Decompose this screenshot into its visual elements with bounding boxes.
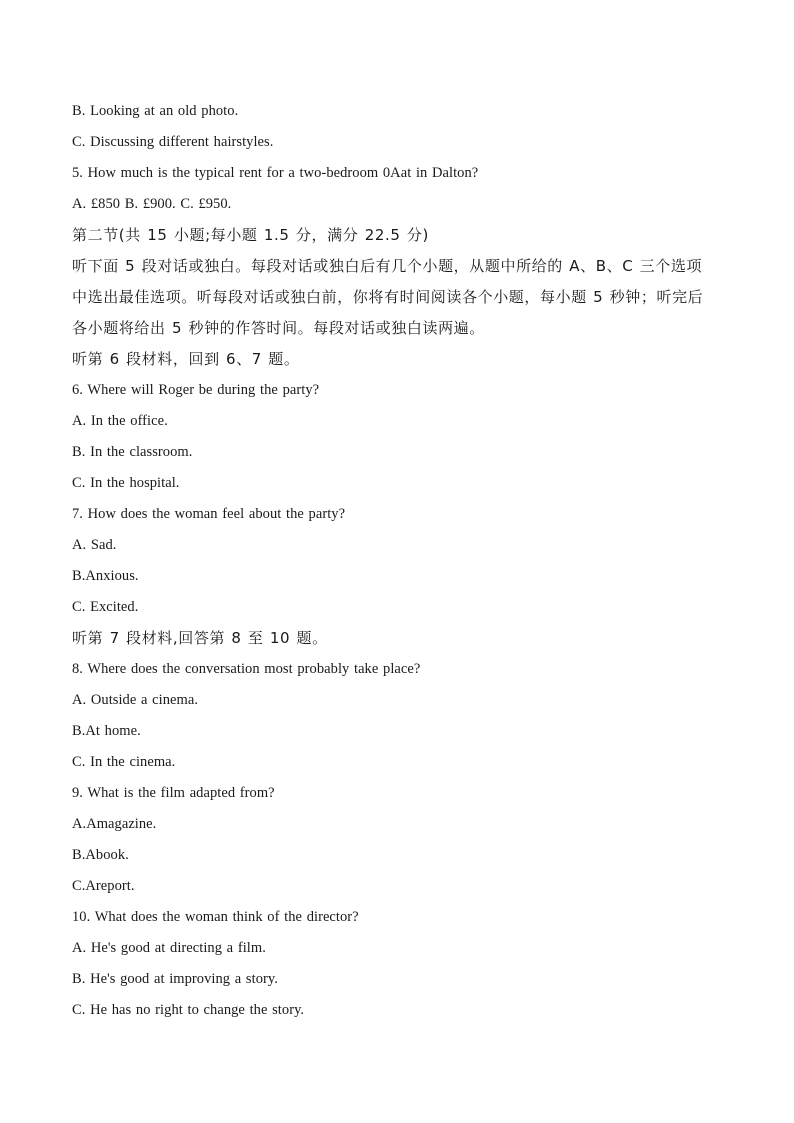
instructions-line-3: 各小题将给出 5 秒钟的作答时间。每段对话或独白读两遍。 [72, 319, 485, 337]
question-6: 6. Where will Roger be during the party? [72, 382, 320, 398]
document-page [72, 96, 732, 1026]
option-7b: B.Anxious. [72, 568, 139, 584]
option-10c: C. He has no right to change the story. [72, 1002, 305, 1018]
option-6a: A. In the office. [72, 413, 168, 429]
section-heading: 第二节(共 15 小题;每小题 1.5 分，满分 22.5 分) [72, 226, 429, 244]
option-10b: B. He's good at improving a story. [72, 971, 278, 987]
option-8c: C. In the cinema. [72, 754, 176, 770]
option-8a: A. Outside a cinema. [72, 692, 199, 708]
question-10: 10. What does the woman think of the director? [72, 909, 359, 925]
option-6c: C. In the hospital. [72, 475, 180, 491]
question-8: 8. Where does the conversation most probably take place? [72, 661, 421, 677]
option-9a: A.Amagazine. [72, 816, 157, 832]
material-6-heading: 听第 6 段材料，回到 6、7 题。 [72, 350, 300, 368]
option-9c: C.Areport. [72, 878, 135, 894]
option-7a: A. Sad. [72, 537, 117, 553]
instructions-line-2: 中选出最佳选项。听每段对话或独白前，你将有时间阅读各个小题，每小题 5 秒钟；听完后 [72, 288, 704, 306]
option-4b: B. Looking at an old photo. [72, 103, 239, 119]
option-4c: C. Discussing different hairstyles. [72, 134, 274, 150]
option-10a: A. He's good at directing a film. [72, 940, 266, 956]
option-6b: B. In the classroom. [72, 444, 193, 460]
question-7: 7. How does the woman feel about the party? [72, 506, 346, 522]
option-7c: C. Excited. [72, 599, 139, 615]
options-5: A. £850 B. £900. C. £950. [72, 196, 232, 212]
instructions-line-1: 听下面 5 段对话或独白。每段对话或独白后有几个小题，从题中所给的 A、B、C 三个选项 [72, 257, 703, 275]
question-5: 5. How much is the typical rent for a two-bedroom 0Aat in Dalton? [72, 165, 479, 181]
option-9b: B.Abook. [72, 847, 129, 863]
option-8b: B.At home. [72, 723, 141, 739]
question-9: 9. What is the film adapted from? [72, 785, 275, 801]
material-7-heading: 听第 7 段材料,回答第 8 至 10 题。 [72, 629, 328, 647]
